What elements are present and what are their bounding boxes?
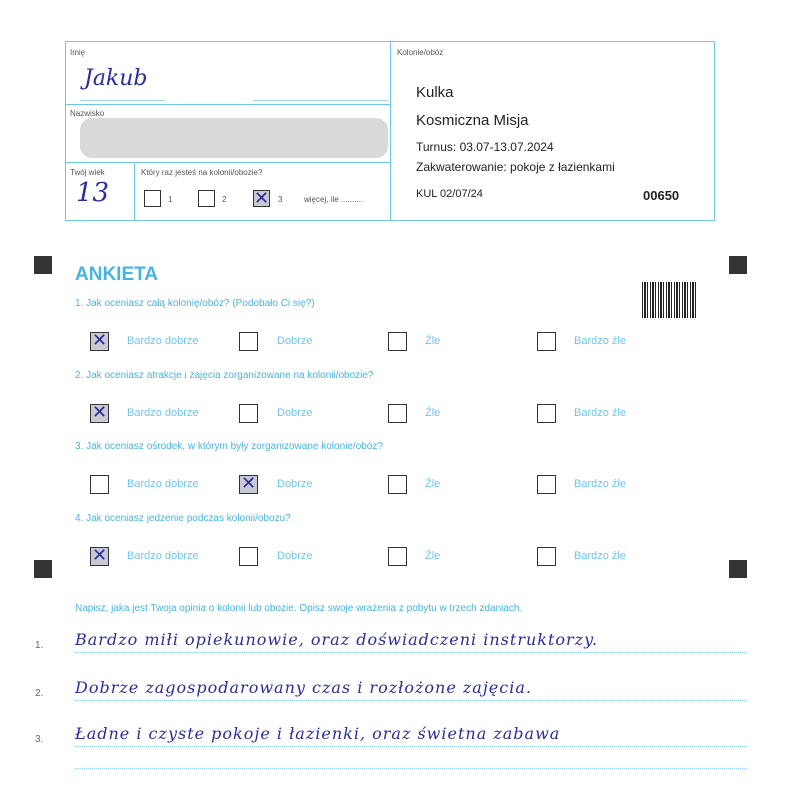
opinion-text-1[interactable]: Bardzo miłi opiekunowie, oraz doświadczeni instruktorzy. (75, 630, 599, 649)
visit-checkbox-3[interactable]: ✕ (254, 188, 270, 208)
turnus: Turnus: 03.07-13.07.2024 (416, 140, 554, 154)
visit-checkbox-1[interactable] (144, 190, 161, 207)
question-3-option-label-1: Bardzo dobrze (127, 478, 199, 490)
question-4-checkbox-3[interactable] (388, 547, 407, 566)
check-mark-icon: ✕ (91, 402, 108, 422)
registration-marker-top-right (729, 256, 747, 274)
opinion-text-2[interactable]: Dobrze zagospodarowany czas i rozłożone zajęcia. (75, 678, 532, 697)
kolonie-label: Kolonie/obóz (397, 48, 444, 57)
question-1-checkbox-1[interactable] (90, 332, 109, 351)
question-3-option-label-4: Bardzo źle (574, 478, 626, 490)
opinion-line-number-1: 1. (35, 640, 44, 651)
opinion-dotted-line-3 (75, 746, 747, 747)
check-mark-icon: ✕ (91, 545, 108, 565)
question-4-option-label-3: Źle (425, 550, 441, 562)
question-4-option-label-1: Bardzo dobrze (127, 550, 199, 562)
question-4-option-label-4: Bardzo źle (574, 550, 626, 562)
imie-underline-left (80, 100, 165, 101)
question-2-checkbox-3[interactable] (388, 404, 407, 423)
visit-option-1: 1 (168, 195, 173, 204)
form-number: 00650 (643, 188, 680, 203)
question-4-option-label-2: Dobrze (277, 550, 313, 562)
opinion-dotted-line-2 (75, 700, 747, 701)
imie-underline-right (253, 100, 388, 101)
question-3-option-label-3: Źle (425, 478, 441, 490)
visit-option-2: 2 (222, 195, 227, 204)
opinion-text-3[interactable]: Ładne i czyste pokoje i łazienki, oraz świetna zabawa (75, 724, 561, 743)
ktory-raz-label: Który raz jesteś na kolonii/obozie? (141, 168, 263, 177)
question-1-option-label-3: Źle (425, 335, 441, 347)
wiecej-label: więcej, ile .......... (304, 195, 364, 204)
question-2-checkbox-1[interactable] (90, 404, 109, 423)
nazwisko-redacted[interactable] (80, 118, 388, 158)
question-4-text: 4. Jak oceniasz jedzenie podczas kolonii/obozu? (75, 513, 291, 524)
camp-name-2: Kosmiczna Misja (416, 112, 529, 129)
opinion-line-number-2: 2. (35, 688, 44, 699)
question-1-checkbox-3[interactable] (388, 332, 407, 351)
question-3-checkbox-2[interactable] (239, 475, 258, 494)
nazwisko-label: Nazwisko (70, 109, 105, 118)
question-2-option-label-2: Dobrze (277, 407, 313, 419)
visit-checkbox-2[interactable] (198, 190, 215, 207)
opinion-line-number-3: 3. (35, 734, 44, 745)
visit-option-3: 3 (278, 195, 283, 204)
question-1-checkbox-4[interactable] (537, 332, 556, 351)
opinion-dotted-line-1 (75, 652, 747, 653)
question-2-option-label-4: Bardzo źle (574, 407, 626, 419)
question-1-option-label-1: Bardzo dobrze (127, 335, 199, 347)
question-2-checkbox-4[interactable] (537, 404, 556, 423)
question-3-text: 3. Jak oceniasz ośrodek, w którym były zorganizowane kolonie/obóz? (75, 441, 383, 452)
question-2-option-label-3: Źle (425, 407, 441, 419)
registration-marker-bottom-left (34, 560, 52, 578)
question-2-option-label-1: Bardzo dobrze (127, 407, 199, 419)
imie-value[interactable]: Jakub (84, 66, 148, 91)
question-3-checkbox-1[interactable] (90, 475, 109, 494)
check-mark-icon: ✕ (91, 330, 108, 350)
question-2-text: 2. Jak oceniasz atrakcje i zajęcia zorganizowane na kolonii/obozie? (75, 370, 374, 381)
imie-label: Imię (70, 48, 86, 57)
question-4-checkbox-2[interactable] (239, 547, 258, 566)
check-mark-icon: ✕ (240, 473, 257, 493)
question-3-checkbox-4[interactable] (537, 475, 556, 494)
wiek-label: Twój wiek (70, 168, 105, 177)
survey-title: ANKIETA (75, 264, 159, 285)
opinion-dotted-line-extra (75, 768, 747, 769)
registration-marker-top-left (34, 256, 52, 274)
question-1-text: 1. Jak oceniasz całą kolonię/obóz? (Podobało Ci się?) (75, 298, 315, 309)
barcode (642, 282, 697, 318)
question-4-checkbox-4[interactable] (537, 547, 556, 566)
question-3-option-label-2: Dobrze (277, 478, 313, 490)
question-3-checkbox-3[interactable] (388, 475, 407, 494)
question-1-option-label-2: Dobrze (277, 335, 313, 347)
opinion-prompt: Napisz, jaka jest Twoja opinia o kolonii lub obozie. Opisz swoje wrażenia z pobytu w trzech zdaniach. (75, 603, 523, 614)
question-1-checkbox-2[interactable] (239, 332, 258, 351)
zakwaterowanie: Zakwaterowanie: pokoje z łazienkami (416, 160, 615, 174)
question-1-option-label-4: Bardzo źle (574, 335, 626, 347)
camp-code: KUL 02/07/24 (416, 188, 483, 200)
question-4-checkbox-1[interactable] (90, 547, 109, 566)
camp-name-1: Kulka (416, 84, 454, 101)
question-2-checkbox-2[interactable] (239, 404, 258, 423)
registration-marker-bottom-right (729, 560, 747, 578)
wiek-value[interactable]: 13 (76, 178, 110, 208)
